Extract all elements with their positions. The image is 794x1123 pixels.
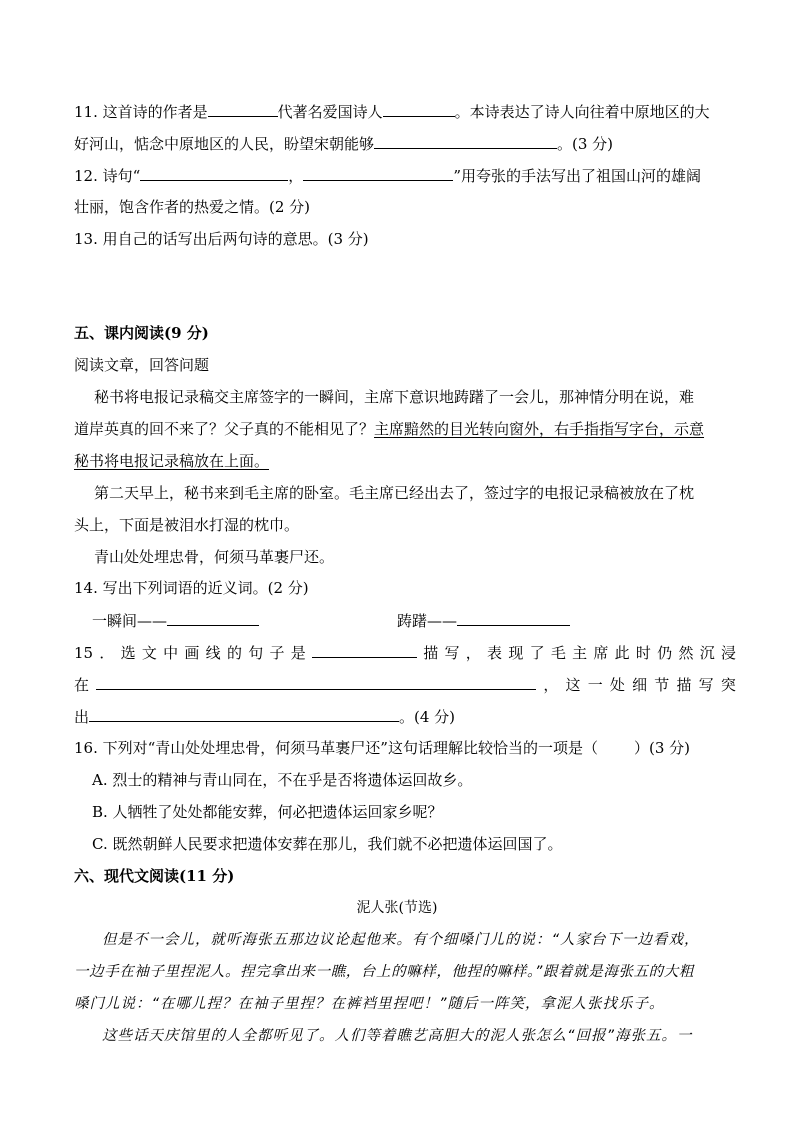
q11-blank-hope[interactable] (374, 133, 557, 149)
q15-blank-method[interactable] (312, 642, 417, 658)
q16-option-a: A. 烈士的精神与青山同在，不在乎是否将遗体运回故乡。 (92, 771, 473, 789)
q15-line2: 在 ， 这 一 处 细 节 描 写 突 (74, 676, 736, 694)
q12-line1: 12. 诗句“ ， ”用夸张的手法写出了祖国山河的雄阔 (74, 167, 701, 185)
q14-blank-word1[interactable] (167, 610, 259, 626)
q11-line1: 11. 这首诗的作者是 代著名爱国诗人 。本诗表达了诗人向往着中原地区的大 (74, 103, 710, 121)
passage-p3: 青山处处埋忠骨，何须马革裹尸还。 (94, 548, 335, 566)
story-title: 泥人张(节选) (356, 900, 438, 916)
q12-blank-verse2[interactable] (303, 165, 453, 181)
q14-line1: 14. 写出下列词语的近义词。(2 分) (74, 579, 309, 597)
section6-heading: 六、现代文阅读(11 分) (74, 867, 235, 885)
q11-blank-dynasty[interactable] (208, 101, 278, 117)
passage-p2-line2: 头上，下面是被泪水打湿的枕巾。 (74, 516, 300, 534)
q16-option-c: C. 既然朝鲜人民要求把遗体安葬在那儿，我们就不必把遗体运回国了。 (92, 835, 563, 853)
q11-blank-poet[interactable] (383, 101, 455, 117)
q16-option-b: B. 人牺牲了处处都能安葬，何必把遗体运回家乡呢？ (92, 803, 443, 821)
story-p1-line3: 嗓门儿说：“在哪儿捏？在袖子里捏？在裤裆里捏吧！”随后一阵笑，拿泥人张找乐子。 (74, 996, 665, 1012)
q15-line1: 15 ． 选 文 中 画 线 的 句 子 是 描 写 ， 表 现 了 毛 主 席 此 时 仍 然 沉 浸 (74, 644, 736, 662)
section5-instruction: 阅读文章，回答问题 (74, 356, 210, 374)
passage-p2-line1: 第二天早上，秘书来到毛主席的卧室。毛主席已经出去了，签过字的电报记录稿被放在了枕 (94, 484, 695, 502)
q12-blank-verse1[interactable] (140, 165, 288, 181)
story-p1-line1: 但是不一会儿，就听海张五那边议论起他来。有个细嗓门儿的说：“人家台下一边看戏， (102, 932, 700, 948)
q11-line2: 好河山，惦念中原地区的人民，盼望宋朝能够 。(3 分) (74, 135, 614, 153)
q14-blank-word2[interactable] (457, 610, 570, 626)
passage-p1-line3: 秘书将电报记录稿放在上面。 (74, 452, 270, 470)
q15-line3: 出 。(4 分) (74, 708, 456, 726)
story-p2-line1: 这些话天庆馆里的人全都听见了。人们等着瞧艺高胆大的泥人张怎么“回报”海张五。一 (102, 1028, 693, 1044)
passage-p1-line1: 秘书将电报记录稿交主席签字的一瞬间，主席下意识地踌躇了一会儿，那神情分明在说，难 (94, 388, 695, 406)
q16-stem: 16. 下列对“青山处处埋忠骨，何须马革裹尸还”这句话理解比较恰当的一项是（ ）(3 分) (74, 739, 690, 757)
underlined-sentence: 主席黯然的目光转向窗外，右手指指写字台，示意 (374, 420, 705, 438)
passage-p1-line2: 道岸英真的回不来了？父子真的不能相见了？主席黯然的目光转向窗外，右手指指写字台，示意 (74, 420, 705, 438)
story-p1-line2: 一边手在袖子里捏泥人。捏完拿出来一瞧，台上的嘛样，他捏的嘛样。”跟着就是海张五的大粗 (74, 964, 694, 980)
q12-line2: 壮丽，饱含作者的热爱之情。(2 分) (74, 198, 311, 216)
section5-heading: 五、课内阅读(9 分) (74, 324, 209, 342)
q14-word2: 踌躇—— (397, 610, 697, 631)
q13-line1: 13. 用自己的话写出后两句诗的意思。(3 分) (74, 230, 369, 248)
q14-word1: 一瞬间—— (92, 610, 762, 631)
q15-blank-emotion[interactable] (96, 674, 536, 690)
q15-blank-highlight[interactable] (89, 706, 399, 722)
